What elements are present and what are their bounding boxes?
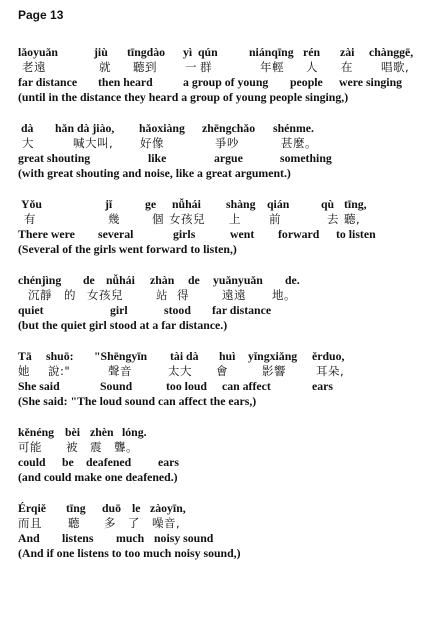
- pinyin-word: bèi: [65, 425, 81, 439]
- pinyin-word: shuō:: [46, 349, 74, 363]
- hanzi-word: 大: [22, 136, 34, 150]
- gloss-word: can affect: [222, 379, 271, 393]
- hanzi-word: 女孩兒: [87, 288, 123, 302]
- translation-line: (with great shouting and noise, like a great argument.): [18, 166, 291, 180]
- gloss-word: a group of young: [183, 75, 269, 89]
- sentence-block: [18, 45, 418, 105]
- hanzi-word: 的: [64, 288, 76, 302]
- gloss-line: [18, 75, 418, 90]
- hanzi-word: 而且: [18, 516, 42, 530]
- hanzi-word: 幾: [108, 212, 120, 226]
- gloss-word: people: [290, 75, 323, 89]
- gloss-word: could: [18, 455, 46, 469]
- pinyin-word: Érqiě: [18, 501, 46, 515]
- gloss-line: [18, 455, 418, 470]
- gloss-word: ears: [312, 379, 333, 393]
- hanzi-word: 甚麼。: [281, 136, 317, 150]
- translation-line: (She said: "The loud sound can affect the ears,): [18, 394, 257, 408]
- pinyin-word: zài: [340, 45, 355, 59]
- hanzi-line: [18, 60, 418, 75]
- hanzi-word: 女孩兒: [169, 212, 205, 226]
- hanzi-word: 沉靜: [28, 288, 52, 302]
- hanzi-word: 耳朵,: [316, 364, 345, 378]
- hanzi-word: 去: [327, 212, 339, 226]
- hanzi-word: 在: [341, 60, 353, 74]
- translation-line: (but the quiet girl stood at a far distance.): [18, 318, 228, 332]
- hanzi-line: [18, 516, 418, 531]
- pinyin-line: [18, 273, 418, 288]
- hanzi-line: [18, 440, 418, 455]
- hanzi-word: 影響: [262, 364, 286, 378]
- pinyin-word: Tā: [18, 349, 32, 363]
- pinyin-word: chénjìng: [18, 273, 62, 287]
- pinyin-word: ge: [145, 197, 157, 211]
- hanzi-word: 說:": [48, 364, 71, 378]
- sentence-block: [18, 273, 418, 333]
- pinyin-word: qián: [267, 197, 290, 211]
- hanzi-word: 震: [90, 440, 102, 454]
- pinyin-word: ěrduo,: [312, 349, 345, 363]
- translation-line: (and could make one deafened.): [18, 470, 178, 484]
- hanzi-word: 會: [216, 364, 228, 378]
- pinyin-word: Yǒu: [21, 197, 42, 211]
- pinyin-line: [18, 121, 418, 136]
- pinyin-line: [18, 501, 418, 516]
- gloss-word: listens: [62, 531, 94, 545]
- page-number: Page 13: [18, 8, 64, 22]
- gloss-word: girl: [110, 303, 128, 317]
- pinyin-word: kěnéng: [18, 425, 55, 439]
- pinyin-word: tīng,: [344, 197, 367, 211]
- pinyin-word: rén: [303, 45, 321, 59]
- gloss-word: be: [62, 455, 74, 469]
- gloss-word: great shouting: [18, 151, 91, 165]
- hanzi-word: 就: [99, 60, 111, 74]
- hanzi-word: 喊大叫,: [73, 136, 114, 150]
- pinyin-word: shàng: [226, 197, 256, 211]
- hanzi-word: 唱歌,: [381, 60, 410, 74]
- gloss-word: to listen: [336, 227, 376, 241]
- pinyin-word: de.: [285, 273, 300, 287]
- pinyin-word: zhèn: [90, 425, 114, 439]
- gloss-line: [18, 227, 418, 242]
- pinyin-word: zàoyīn,: [150, 501, 186, 515]
- gloss-word: went: [230, 227, 255, 241]
- gloss-word: ears: [158, 455, 179, 469]
- hanzi-word: 人: [306, 60, 318, 74]
- pinyin-word: qù: [321, 197, 335, 211]
- gloss-word: girls: [173, 227, 196, 241]
- pinyin-word: jiù: [94, 45, 108, 59]
- gloss-word: then heard: [98, 75, 153, 89]
- gloss-word: argue: [214, 151, 243, 165]
- pinyin-word: huì: [219, 349, 236, 363]
- gloss-word: far distance: [18, 75, 78, 89]
- hanzi-word: 好像: [140, 136, 164, 150]
- pinyin-word: yuǎnyuǎn: [213, 273, 263, 287]
- pinyin-word: tīngdào: [127, 45, 166, 59]
- gloss-word: forward: [278, 227, 320, 241]
- gloss-word: There were: [18, 227, 75, 241]
- hanzi-word: 噪音,: [152, 516, 181, 530]
- pinyin-word: hǎoxiàng: [139, 121, 185, 135]
- hanzi-word: 爭吵: [215, 136, 239, 150]
- hanzi-word: 遠遠: [222, 288, 246, 302]
- gloss-word: stood: [164, 303, 191, 317]
- pinyin-word: zhēngchǎo: [202, 121, 256, 135]
- sentence-block: [18, 197, 418, 257]
- hanzi-word: 被: [66, 440, 78, 454]
- sentence-block: [18, 121, 418, 181]
- hanzi-word: 上: [229, 212, 241, 226]
- hanzi-word: 得: [177, 288, 189, 302]
- pinyin-word: qún: [198, 45, 218, 59]
- gloss-word: several: [98, 227, 134, 241]
- hanzi-word: 聽: [68, 516, 80, 530]
- gloss-line: [18, 531, 418, 546]
- gloss-word: much: [116, 531, 145, 545]
- hanzi-word: 了: [128, 516, 140, 530]
- hanzi-line: [18, 136, 418, 151]
- pinyin-word: nǚhái: [172, 197, 201, 211]
- pinyin-word: "Shēngyīn: [94, 349, 148, 363]
- gloss-word: something: [280, 151, 332, 165]
- translation-line: (Several of the girls went forward to listen,): [18, 242, 237, 256]
- pinyin-line: [18, 197, 418, 212]
- hanzi-word: 聽到: [133, 60, 157, 74]
- hanzi-word: 聽,: [344, 212, 361, 226]
- hanzi-word: 年輕: [260, 60, 284, 74]
- gloss-line: [18, 151, 418, 166]
- pinyin-word: tīng: [66, 501, 86, 515]
- translation-line: (And if one listens to too much noisy sound,): [18, 546, 241, 560]
- pinyin-word: chànggē,: [369, 45, 414, 59]
- hanzi-word: 老遠: [22, 60, 46, 74]
- translation-line: (until in the distance they heard a group of young people singing,): [18, 90, 349, 104]
- pinyin-line: [18, 349, 418, 364]
- pinyin-word: de: [83, 273, 95, 287]
- pinyin-word: lóng.: [122, 425, 147, 439]
- gloss-word: Sound: [100, 379, 133, 393]
- hanzi-word: 一: [185, 60, 197, 74]
- gloss-word: deafened: [86, 455, 132, 469]
- pinyin-word: zhàn: [150, 273, 175, 287]
- hanzi-word: 個: [152, 212, 164, 226]
- pinyin-line: [18, 425, 418, 440]
- pinyin-word: hǎn dà jiào,: [55, 121, 115, 135]
- hanzi-word: 可能: [18, 440, 42, 454]
- hanzi-word: 聾。: [114, 440, 138, 454]
- hanzi-word: 多: [104, 516, 116, 530]
- pinyin-word: shénme.: [273, 121, 314, 135]
- hanzi-line: [18, 288, 418, 303]
- pinyin-word: jǐ: [105, 197, 113, 211]
- hanzi-word: 前: [269, 212, 281, 226]
- hanzi-word: 群: [200, 60, 212, 74]
- hanzi-word: 地。: [272, 288, 296, 302]
- sentence-block: [18, 349, 418, 409]
- sentence-block: [18, 501, 418, 561]
- pinyin-word: niánqīng: [249, 45, 294, 59]
- pinyin-word: dà: [21, 121, 34, 135]
- sentence-block: [18, 425, 418, 485]
- pinyin-line: [18, 45, 418, 60]
- gloss-word: like: [148, 151, 167, 165]
- pinyin-word: duō: [102, 501, 122, 515]
- gloss-line: [18, 379, 418, 394]
- hanzi-word: 太大: [168, 364, 192, 378]
- gloss-word: far distance: [212, 303, 272, 317]
- pinyin-word: tài dà: [170, 349, 199, 363]
- gloss-word: And: [18, 531, 40, 545]
- gloss-word: She said: [18, 379, 60, 393]
- pinyin-word: de: [188, 273, 200, 287]
- gloss-word: quiet: [18, 303, 44, 317]
- hanzi-word: 有: [24, 212, 36, 226]
- hanzi-line: [18, 212, 418, 227]
- gloss-word: were singing: [339, 75, 403, 89]
- gloss-line: [18, 303, 418, 318]
- pinyin-word: le: [132, 501, 141, 515]
- hanzi-word: 她: [18, 364, 30, 378]
- pinyin-word: yì: [183, 45, 193, 59]
- hanzi-line: [18, 364, 418, 379]
- hanzi-word: 站: [156, 288, 168, 302]
- gloss-word: too loud: [166, 379, 207, 393]
- pinyin-word: nǚhái: [106, 273, 135, 287]
- pinyin-word: yǐngxiǎng: [248, 349, 298, 363]
- gloss-word: noisy sound: [154, 531, 214, 545]
- hanzi-word: 聲音: [108, 364, 132, 378]
- pinyin-word: lǎoyuǎn: [18, 45, 58, 59]
